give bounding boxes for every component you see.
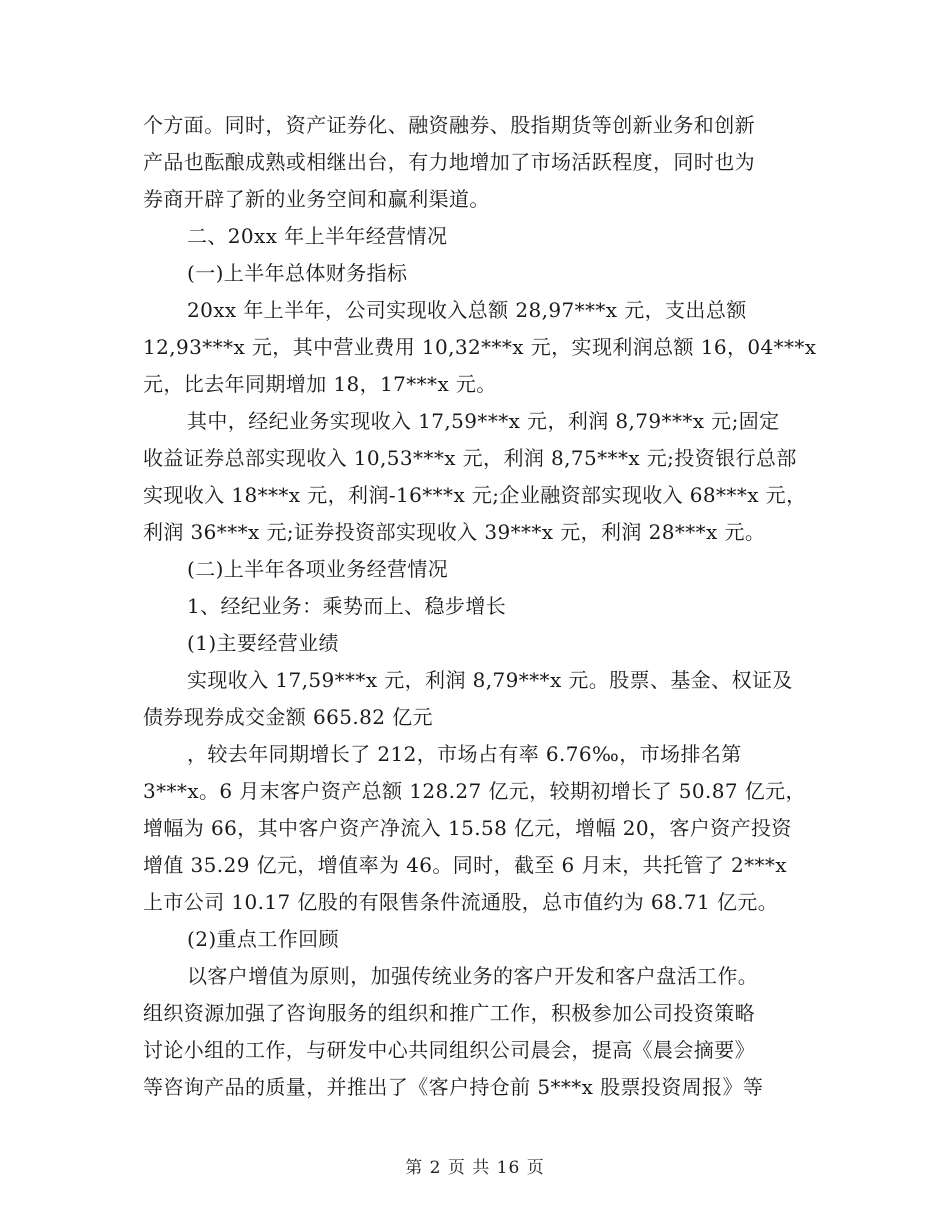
text-line: 利润 36***x 元;证券投资部实现收入 39***x 元，利润 28***x 元。: [143, 520, 766, 544]
text-line: 20xx 年上半年，公司实现收入总额 28,97***x 元，支出总额: [187, 298, 747, 322]
text-line: 券商开辟了新的业务空间和赢利渠道。: [143, 187, 490, 211]
text-line: (1)主要经营业绩: [187, 631, 339, 655]
text-line: 讨论小组的工作，与研发中心共同组织公司晨会，提高《晨会摘要》: [143, 1038, 755, 1062]
text-line: 元，比去年同期增加 18，17***x 元。: [143, 372, 497, 396]
text-line: (一)上半年总体财务指标: [187, 261, 408, 285]
text-line: (二)上半年各项业务经营情况: [187, 557, 449, 581]
text-line: ，较去年同期增长了 212，市场占有率 6.76‰，市场排名第: [187, 742, 742, 766]
text-line: 实现收入 17,59***x 元，利润 8,79***x 元。股票、基金、权证及: [187, 668, 793, 692]
text-line: 上市公司 10.17 亿股的有限售条件流通股，总市值约为 68.71 亿元。: [143, 890, 779, 914]
text-line: 增值 35.29 亿元，增值率为 46。同时，截至 6 月末，共托管了 2***x: [143, 853, 787, 877]
document-body: [143, 107, 817, 1106]
text-line: (2)重点工作回顾: [187, 927, 339, 951]
text-line: 二、20xx 年上半年经营情况: [187, 224, 448, 248]
page-footer: 第 2 页 共 16 页: [405, 1158, 545, 1178]
text-line: 产品也酝酿成熟或相继出台，有力地增加了市场活跃程度，同时也为: [143, 150, 755, 174]
text-line: 1、经纪业务：乘势而上、稳步增长: [187, 594, 507, 618]
text-line: 组织资源加强了咨询服务的组织和推广工作，积极参加公司投资策略: [143, 1001, 755, 1025]
text-line: 12,93***x 元，其中营业费用 10,32***x 元，实现利润总额 16，04***x: [143, 335, 817, 359]
text-line: 收益证券总部实现收入 10,53***x 元，利润 8,75***x 元;投资银行总部: [143, 446, 797, 470]
text-line: 其中，经纪业务实现收入 17,59***x 元，利润 8,79***x 元;固定: [187, 409, 780, 433]
text-line: 增幅为 66，其中客户资产净流入 15.58 亿元，增幅 20，客户资产投资: [143, 816, 792, 840]
text-line: 个方面。同时，资产证券化、融资融券、股指期货等创新业务和创新: [143, 113, 755, 137]
text-line: 等咨询产品的质量，并推出了《客户持仓前 5***x 股票投资周报》等: [143, 1075, 764, 1099]
text-line: 实现收入 18***x 元，利润-16***x 元;企业融资部实现收入 68***x 元，: [143, 483, 807, 507]
text-line: 3***x。6 月末客户资产总额 128.27 亿元，较期初增长了 50.87 亿元，: [143, 779, 806, 803]
text-line: 以客户增值为原则，加强传统业务的客户开发和客户盘活工作。: [187, 964, 759, 988]
text-line: 债券现券成交金额 665.82 亿元: [143, 705, 433, 729]
